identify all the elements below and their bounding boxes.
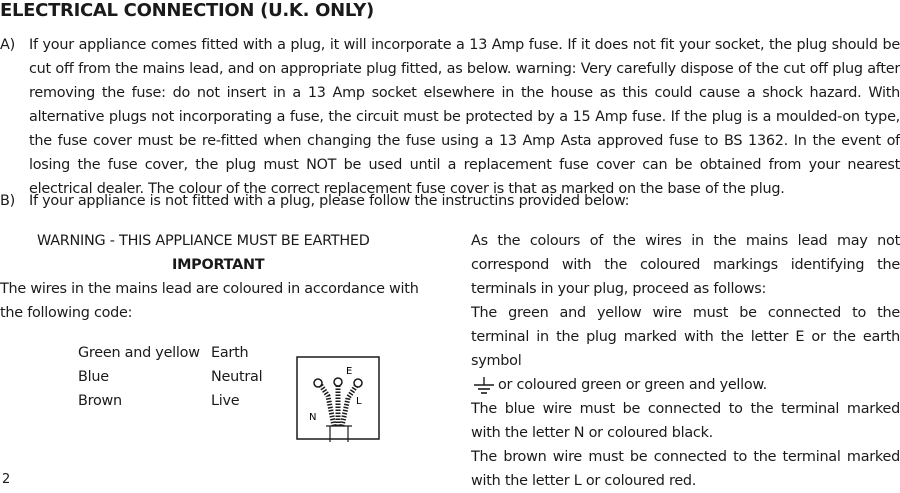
wire-name: Earth bbox=[211, 345, 249, 361]
wire-colour: Green and yellow bbox=[78, 345, 200, 361]
paragraph-b-marker: B) bbox=[0, 193, 15, 209]
live-instruction: The brown wire must be connected to the terminal marked with the letter L or coloured red. bbox=[471, 449, 900, 489]
neutral-instruction: The blue wire must be connected to the terminal marked with the letter N or coloured black. bbox=[471, 401, 900, 441]
wires-intro: The wires in the mains lead are coloured in accordance with the following code: bbox=[0, 281, 419, 321]
neutral-label: N bbox=[309, 412, 317, 423]
paragraph-b-text: If your appliance is not fitted with a plug, please follow the instructins provided below: bbox=[29, 193, 630, 209]
live-terminal bbox=[354, 379, 362, 387]
paragraph-b bbox=[0, 189, 900, 213]
wire-colour-code bbox=[78, 341, 262, 413]
earth-instruction: The green and yellow wire must be connected to the terminal in the plug marked with the letter E or the earth symbol bbox=[471, 305, 900, 369]
earth-instruction-text: or coloured green or green and yellow. bbox=[498, 377, 768, 393]
code-row bbox=[78, 389, 262, 413]
wire-name: Neutral bbox=[211, 369, 263, 385]
earth-symbol-icon bbox=[471, 375, 498, 395]
page-number: 2 bbox=[2, 472, 11, 487]
wire-colour: Brown bbox=[78, 393, 122, 409]
earth-warning: WARNING - THIS APPLIANCE MUST BE EARTHED bbox=[37, 233, 370, 249]
code-row bbox=[78, 341, 262, 365]
paragraph-a bbox=[0, 33, 900, 201]
neutral-terminal bbox=[314, 379, 322, 387]
earth-terminal bbox=[334, 378, 342, 386]
earth-label: E bbox=[346, 366, 353, 377]
live-label: L bbox=[356, 396, 362, 407]
wire-colour: Blue bbox=[78, 369, 109, 385]
important-heading: IMPORTANT bbox=[172, 257, 265, 273]
earth-instruction-cont bbox=[471, 373, 900, 397]
right-column bbox=[471, 229, 900, 493]
section-title: ELECTRICAL CONNECTION (U.K. ONLY) bbox=[0, 0, 374, 21]
left-column bbox=[0, 229, 432, 325]
plug-wiring-diagram bbox=[296, 356, 380, 442]
code-row bbox=[78, 365, 262, 389]
paragraph-a-marker: A) bbox=[0, 37, 15, 53]
paragraph-a-text: If your appliance comes fitted with a plug, it will incorporate a 13 Amp fuse. If it does not fit your socket, the plug should be cut off from the mains lead, and on appropriate plug fitted, as below. warning: Very carefully dispose of the cut off plug after removing the fuse: do not insert in a 13 Amp socket elsewhere in the house as this could cause a shock hazard. With alternative plugs not incorporating a fuse, the circuit must be protected by a 15 Amp fuse. If the plug is a moulded-on type, the fuse cover must be re-fitted when changing the fuse using a 13 Amp Asta approved fuse to BS 1362. In the event of losing the fuse cover, the plug must NOT be used until a replacement fuse cover can be obtained from your nearest electrical dealer. The colour of the correct replacement fuse cover is that as marked on the base of the plug. bbox=[29, 37, 900, 197]
instructions-intro: As the colours of the wires in the mains lead may not correspond with the coloured markings identifying the terminals in your plug, proceed as follows: bbox=[471, 233, 900, 297]
wire-name: Live bbox=[211, 393, 240, 409]
